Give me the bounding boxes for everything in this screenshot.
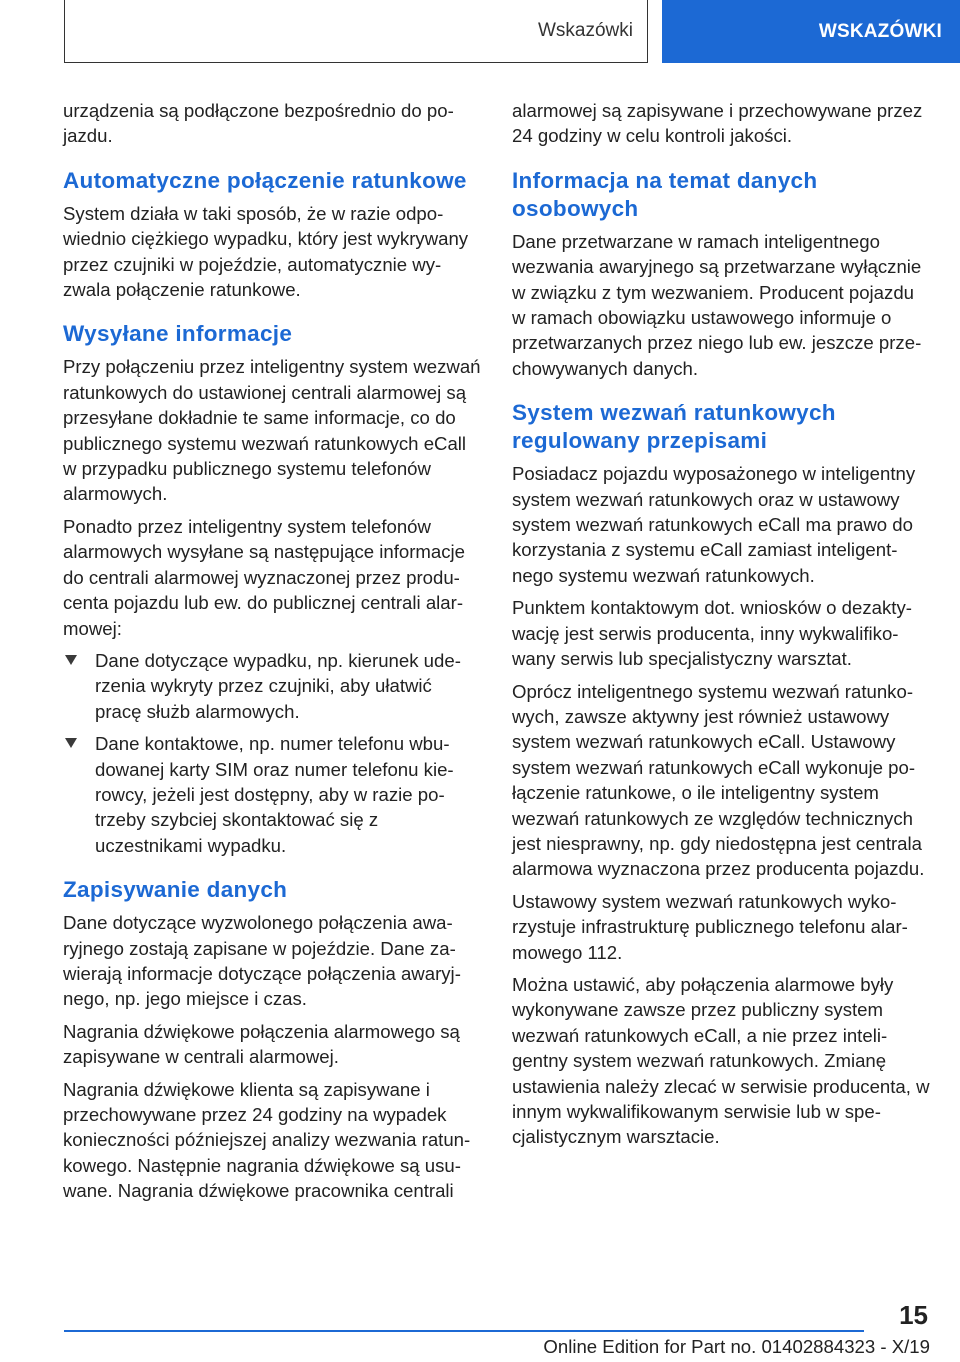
header-tab-label: WSKAZÓWKI <box>818 20 942 42</box>
paragraph: Dane dotyczące wyzwolonego połączenia awaryjnego zostają zapisane w pojeździe. Dane zawierają informacje dotyczące połączenia awaryjnego, np. jego miejsce i czas. <box>63 912 461 1010</box>
left-intro-paragraph: urządzenia są podłączone bezpośrednio do pojazdu. <box>63 100 454 147</box>
right-intro-paragraph: alarmowej są zapisywane i przechowywane przez 24 godziny w celu kontroli jakości. <box>512 100 923 147</box>
bullet-list <box>63 648 481 858</box>
triangle-bullet-icon <box>65 655 77 665</box>
paragraph: Dane przetwarzane w ramach inteligentnego wezwania awaryjnego są przetwarzane wyłącznie w związku z tym wezwaniem. Producent pojazdu w ramach obowiązku ustawowego informuje o przetwarzanych przez niego lub ew. jeszcze przechowywanych danych. <box>512 230 922 379</box>
paragraph: Ustawowy system wezwań ratunkowych wykorzystuje infrastrukturę publicznego telefonu alarmowego 112. <box>512 890 908 963</box>
paragraph: Nagrania dźwiękowe połączenia alarmowego są zapisywane w centrali alarmowej. <box>63 1020 460 1068</box>
header-section-label: Wskazówki <box>537 20 633 41</box>
heading-personal-data: Informacja na temat danych osobowych <box>512 167 818 221</box>
paragraph: Ponadto przez inteligentny system telefonów alarmowych wysyłane są następujące informacje do centrali alarmowej wyznaczonej przez producenta pojazdu lub ew. do publicznej centrali alarmowej: <box>63 515 466 639</box>
list-item <box>63 648 481 724</box>
heading-sent-information: Wysyłane informacje <box>63 321 293 347</box>
list-item-text: Dane kontaktowe, np. numer telefonu wbudowanej karty SIM oraz numer telefonu kierowcy, jeżeli jest dostępny, aby w razie potrzeby szybciej skontaktować się z uczestnikami wypadku. <box>95 733 454 856</box>
heading-automatic-emergency-call: Automatyczne połączenie ratunkowe <box>63 167 467 193</box>
heading-data-storage: Zapisywanie danych <box>63 877 288 903</box>
right-column <box>512 98 930 1157</box>
paragraph: Nagrania dźwiękowe klienta są zapisywane i przechowywane przez 24 godziny na wypadek konieczności późniejszej analizy wezwania ratunkowego. Następnie nagrania dźwiękowe są usuwane. Nagrania dźwiękowe pracownika centrali <box>63 1078 471 1202</box>
paragraph: Oprócz inteligentnego systemu wezwań ratunkowych, zawsze aktywny jest również ustawowy system wezwań ratunkowych eCall. Ustawowy system wezwań ratunkowych eCall wykonuje połączenie ratunkowe, o ile inteligentny system wezwań ratunkowych ze względów technicznych jest niesprawny, np. gdy niedostępna jest centrala alarmowa wyznaczona przez producenta pojazdu. <box>512 680 925 880</box>
header-section-box <box>64 0 648 63</box>
heading-statutory-emergency-system: System wezwań ratunkowych regulowany przepisami <box>512 400 836 454</box>
list-item-text: Dane dotyczące wypadku, np. kierunek uderzenia wykryty przez czujniki, aby ułatwić pracę służb alarmowych. <box>95 649 461 722</box>
header-tab <box>662 0 960 63</box>
triangle-bullet-icon <box>65 738 77 748</box>
list-item <box>63 731 481 858</box>
footer-divider <box>64 1330 864 1332</box>
left-column <box>63 98 481 1211</box>
paragraph: Punktem kontaktowym dot. wniosków o dezaktywację jest serwis producenta, inny wykwalifikowany serwis lub specjalistyczny warsztat. <box>512 597 912 670</box>
paragraph: Posiadacz pojazdu wyposażonego w inteligentny system wezwań ratunkowych oraz w ustawowy system wezwań ratunkowych eCall ma prawo do korzystania z systemu eCall zamiast inteligentnego systemu wezwań ratunkowych. <box>512 463 916 586</box>
paragraph: System działa w taki sposób, że w razie odpowiednio ciężkiego wypadku, który jest wykrywany przez czujniki w pojeździe, automatycznie wyzwala połączenie ratunkowe. <box>63 202 469 301</box>
paragraph: Przy połączeniu przez inteligentny system wezwań ratunkowych do ustawionej centrali alarmowej są przesyłane dokładnie te same informacje, co do publicznego systemu wezwań ratunkowych eCall w przypadku publicznego systemu telefonów alarmowych. <box>63 356 481 505</box>
paragraph: Można ustawić, aby połączenia alarmowe były wykonywane zawsze przez publiczny system wezwań ratunkowych eCall, a nie przez inteligentny system wezwań ratunkowych. Zmianę ustawienia należy zlecać w serwisie producenta, w innym wykwalifikowanym serwisie lub w specjalistycznym warsztacie. <box>512 973 930 1148</box>
footer-edition-text: Online Edition for Part no. 01402884323 - X/19 <box>543 1336 930 1357</box>
page-number: 15 <box>899 1300 928 1330</box>
